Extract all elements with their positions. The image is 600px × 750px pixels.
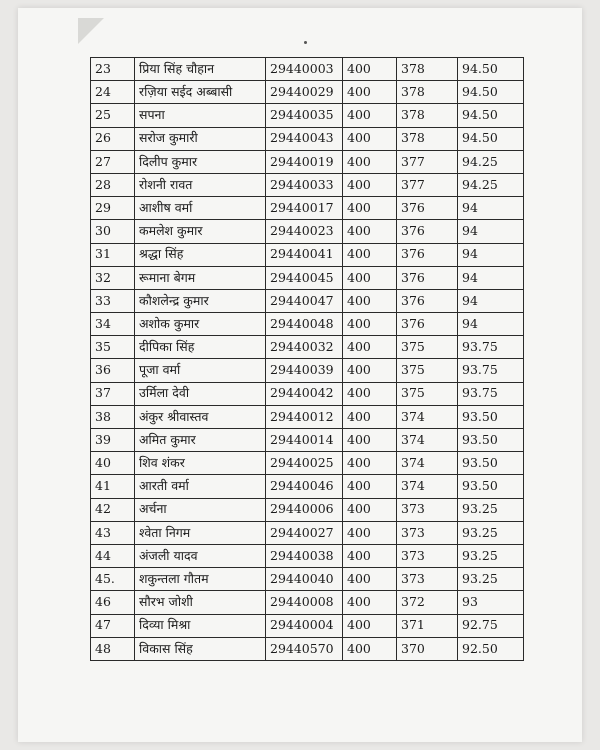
folded-corner: [78, 18, 104, 44]
percentage-cell: 92.50: [458, 637, 524, 660]
marks-obtained-cell: 377: [397, 173, 458, 196]
table-row: [91, 359, 524, 382]
max-marks-cell: 400: [343, 591, 397, 614]
roll-number-cell: 29440043: [266, 127, 343, 150]
name-cell: अंकुर श्रीवास्तव: [135, 405, 266, 428]
table-row: [91, 289, 524, 312]
serial-number-cell: 23: [91, 58, 135, 81]
serial-number-cell: 45.: [91, 568, 135, 591]
max-marks-cell: 400: [343, 150, 397, 173]
table-row: [91, 197, 524, 220]
serial-number-cell: 25: [91, 104, 135, 127]
name-cell: सौरभ जोशी: [135, 591, 266, 614]
roll-number-cell: 29440008: [266, 591, 343, 614]
marks-obtained-cell: 372: [397, 591, 458, 614]
marks-obtained-cell: 374: [397, 405, 458, 428]
percentage-cell: 94.50: [458, 104, 524, 127]
roll-number-cell: 29440047: [266, 289, 343, 312]
percentage-cell: 93.25: [458, 568, 524, 591]
serial-number-cell: 37: [91, 382, 135, 405]
max-marks-cell: 400: [343, 289, 397, 312]
marks-obtained-cell: 371: [397, 614, 458, 637]
marks-obtained-cell: 370: [397, 637, 458, 660]
roll-number-cell: 29440038: [266, 544, 343, 567]
roll-number-cell: 29440017: [266, 197, 343, 220]
max-marks-cell: 400: [343, 58, 397, 81]
name-cell: रज़िया सईद अब्बासी: [135, 81, 266, 104]
scan-speck: [304, 41, 307, 44]
results-table-body: [91, 58, 524, 661]
serial-number-cell: 46: [91, 591, 135, 614]
percentage-cell: 93.50: [458, 475, 524, 498]
table-row: [91, 637, 524, 660]
percentage-cell: 93: [458, 591, 524, 614]
name-cell: कमलेश कुमार: [135, 220, 266, 243]
marks-obtained-cell: 374: [397, 452, 458, 475]
marks-obtained-cell: 376: [397, 197, 458, 220]
serial-number-cell: 24: [91, 81, 135, 104]
max-marks-cell: 400: [343, 614, 397, 637]
marks-obtained-cell: 378: [397, 104, 458, 127]
marks-obtained-cell: 376: [397, 289, 458, 312]
percentage-cell: 94: [458, 266, 524, 289]
name-cell: प्रिया सिंह चौहान: [135, 58, 266, 81]
roll-number-cell: 29440045: [266, 266, 343, 289]
roll-number-cell: 29440035: [266, 104, 343, 127]
percentage-cell: 93.25: [458, 498, 524, 521]
marks-obtained-cell: 373: [397, 544, 458, 567]
marks-obtained-cell: 373: [397, 521, 458, 544]
max-marks-cell: 400: [343, 313, 397, 336]
percentage-cell: 94: [458, 243, 524, 266]
name-cell: शिव शंकर: [135, 452, 266, 475]
name-cell: उर्मिला देवी: [135, 382, 266, 405]
max-marks-cell: 400: [343, 266, 397, 289]
marks-obtained-cell: 378: [397, 58, 458, 81]
roll-number-cell: 29440025: [266, 452, 343, 475]
serial-number-cell: 33: [91, 289, 135, 312]
max-marks-cell: 400: [343, 359, 397, 382]
name-cell: शकुन्तला गौतम: [135, 568, 266, 591]
max-marks-cell: 400: [343, 336, 397, 359]
percentage-cell: 94: [458, 220, 524, 243]
serial-number-cell: 29: [91, 197, 135, 220]
max-marks-cell: 400: [343, 382, 397, 405]
max-marks-cell: 400: [343, 544, 397, 567]
name-cell: दीपिका सिंह: [135, 336, 266, 359]
table-row: [91, 81, 524, 104]
roll-number-cell: 29440029: [266, 81, 343, 104]
serial-number-cell: 43: [91, 521, 135, 544]
percentage-cell: 93.25: [458, 544, 524, 567]
percentage-cell: 94.50: [458, 58, 524, 81]
roll-number-cell: 29440570: [266, 637, 343, 660]
max-marks-cell: 400: [343, 475, 397, 498]
marks-obtained-cell: 378: [397, 81, 458, 104]
marks-obtained-cell: 373: [397, 498, 458, 521]
table-row: [91, 475, 524, 498]
marks-obtained-cell: 375: [397, 359, 458, 382]
results-table: [90, 57, 524, 661]
marks-obtained-cell: 378: [397, 127, 458, 150]
marks-obtained-cell: 376: [397, 266, 458, 289]
roll-number-cell: 29440041: [266, 243, 343, 266]
max-marks-cell: 400: [343, 104, 397, 127]
max-marks-cell: 400: [343, 197, 397, 220]
percentage-cell: 94: [458, 197, 524, 220]
serial-number-cell: 41: [91, 475, 135, 498]
marks-obtained-cell: 376: [397, 243, 458, 266]
table-row: [91, 220, 524, 243]
name-cell: सरोज कुमारी: [135, 127, 266, 150]
name-cell: आरती वर्मा: [135, 475, 266, 498]
table-row: [91, 568, 524, 591]
serial-number-cell: 38: [91, 405, 135, 428]
roll-number-cell: 29440039: [266, 359, 343, 382]
percentage-cell: 93.50: [458, 429, 524, 452]
name-cell: अशोक कुमार: [135, 313, 266, 336]
serial-number-cell: 34: [91, 313, 135, 336]
table-row: [91, 173, 524, 196]
percentage-cell: 92.75: [458, 614, 524, 637]
marks-obtained-cell: 373: [397, 568, 458, 591]
marks-obtained-cell: 376: [397, 220, 458, 243]
serial-number-cell: 48: [91, 637, 135, 660]
name-cell: अंजली यादव: [135, 544, 266, 567]
roll-number-cell: 29440019: [266, 150, 343, 173]
marks-obtained-cell: 375: [397, 336, 458, 359]
table-row: [91, 104, 524, 127]
percentage-cell: 94.50: [458, 81, 524, 104]
name-cell: सपना: [135, 104, 266, 127]
table-row: [91, 544, 524, 567]
name-cell: श्रद्धा सिंह: [135, 243, 266, 266]
table-row: [91, 614, 524, 637]
max-marks-cell: 400: [343, 521, 397, 544]
serial-number-cell: 27: [91, 150, 135, 173]
max-marks-cell: 400: [343, 568, 397, 591]
table-row: [91, 58, 524, 81]
max-marks-cell: 400: [343, 452, 397, 475]
marks-obtained-cell: 374: [397, 475, 458, 498]
serial-number-cell: 36: [91, 359, 135, 382]
max-marks-cell: 400: [343, 127, 397, 150]
serial-number-cell: 42: [91, 498, 135, 521]
roll-number-cell: 29440033: [266, 173, 343, 196]
table-row: [91, 313, 524, 336]
table-row: [91, 150, 524, 173]
table-row: [91, 591, 524, 614]
name-cell: कौशलेन्द्र कुमार: [135, 289, 266, 312]
roll-number-cell: 29440046: [266, 475, 343, 498]
serial-number-cell: 28: [91, 173, 135, 196]
serial-number-cell: 35: [91, 336, 135, 359]
name-cell: आशीष वर्मा: [135, 197, 266, 220]
table-row: [91, 521, 524, 544]
serial-number-cell: 26: [91, 127, 135, 150]
roll-number-cell: 29440012: [266, 405, 343, 428]
percentage-cell: 93.50: [458, 405, 524, 428]
name-cell: दिलीप कुमार: [135, 150, 266, 173]
table-row: [91, 452, 524, 475]
percentage-cell: 93.75: [458, 336, 524, 359]
table-row: [91, 336, 524, 359]
serial-number-cell: 47: [91, 614, 135, 637]
marks-obtained-cell: 374: [397, 429, 458, 452]
max-marks-cell: 400: [343, 81, 397, 104]
max-marks-cell: 400: [343, 243, 397, 266]
roll-number-cell: 29440003: [266, 58, 343, 81]
marks-obtained-cell: 375: [397, 382, 458, 405]
max-marks-cell: 400: [343, 498, 397, 521]
table-row: [91, 498, 524, 521]
max-marks-cell: 400: [343, 405, 397, 428]
table-row: [91, 243, 524, 266]
roll-number-cell: 29440040: [266, 568, 343, 591]
name-cell: रोशनी रावत: [135, 173, 266, 196]
name-cell: विकास सिंह: [135, 637, 266, 660]
roll-number-cell: 29440023: [266, 220, 343, 243]
name-cell: अर्चना: [135, 498, 266, 521]
serial-number-cell: 40: [91, 452, 135, 475]
serial-number-cell: 44: [91, 544, 135, 567]
max-marks-cell: 400: [343, 220, 397, 243]
serial-number-cell: 39: [91, 429, 135, 452]
percentage-cell: 94: [458, 313, 524, 336]
percentage-cell: 93.25: [458, 521, 524, 544]
max-marks-cell: 400: [343, 173, 397, 196]
name-cell: श्वेता निगम: [135, 521, 266, 544]
table-row: [91, 405, 524, 428]
serial-number-cell: 32: [91, 266, 135, 289]
serial-number-cell: 30: [91, 220, 135, 243]
name-cell: पूजा वर्मा: [135, 359, 266, 382]
percentage-cell: 94.25: [458, 150, 524, 173]
max-marks-cell: 400: [343, 429, 397, 452]
roll-number-cell: 29440006: [266, 498, 343, 521]
name-cell: अमित कुमार: [135, 429, 266, 452]
table-row: [91, 266, 524, 289]
percentage-cell: 94.50: [458, 127, 524, 150]
percentage-cell: 93.50: [458, 452, 524, 475]
percentage-cell: 93.75: [458, 382, 524, 405]
percentage-cell: 94.25: [458, 173, 524, 196]
roll-number-cell: 29440014: [266, 429, 343, 452]
roll-number-cell: 29440048: [266, 313, 343, 336]
marks-obtained-cell: 377: [397, 150, 458, 173]
table-row: [91, 382, 524, 405]
table-row: [91, 127, 524, 150]
table-row: [91, 429, 524, 452]
percentage-cell: 94: [458, 289, 524, 312]
roll-number-cell: 29440027: [266, 521, 343, 544]
percentage-cell: 93.75: [458, 359, 524, 382]
name-cell: रूमाना बेगम: [135, 266, 266, 289]
name-cell: दिव्या मिश्रा: [135, 614, 266, 637]
roll-number-cell: 29440004: [266, 614, 343, 637]
serial-number-cell: 31: [91, 243, 135, 266]
marks-obtained-cell: 376: [397, 313, 458, 336]
roll-number-cell: 29440032: [266, 336, 343, 359]
roll-number-cell: 29440042: [266, 382, 343, 405]
max-marks-cell: 400: [343, 637, 397, 660]
